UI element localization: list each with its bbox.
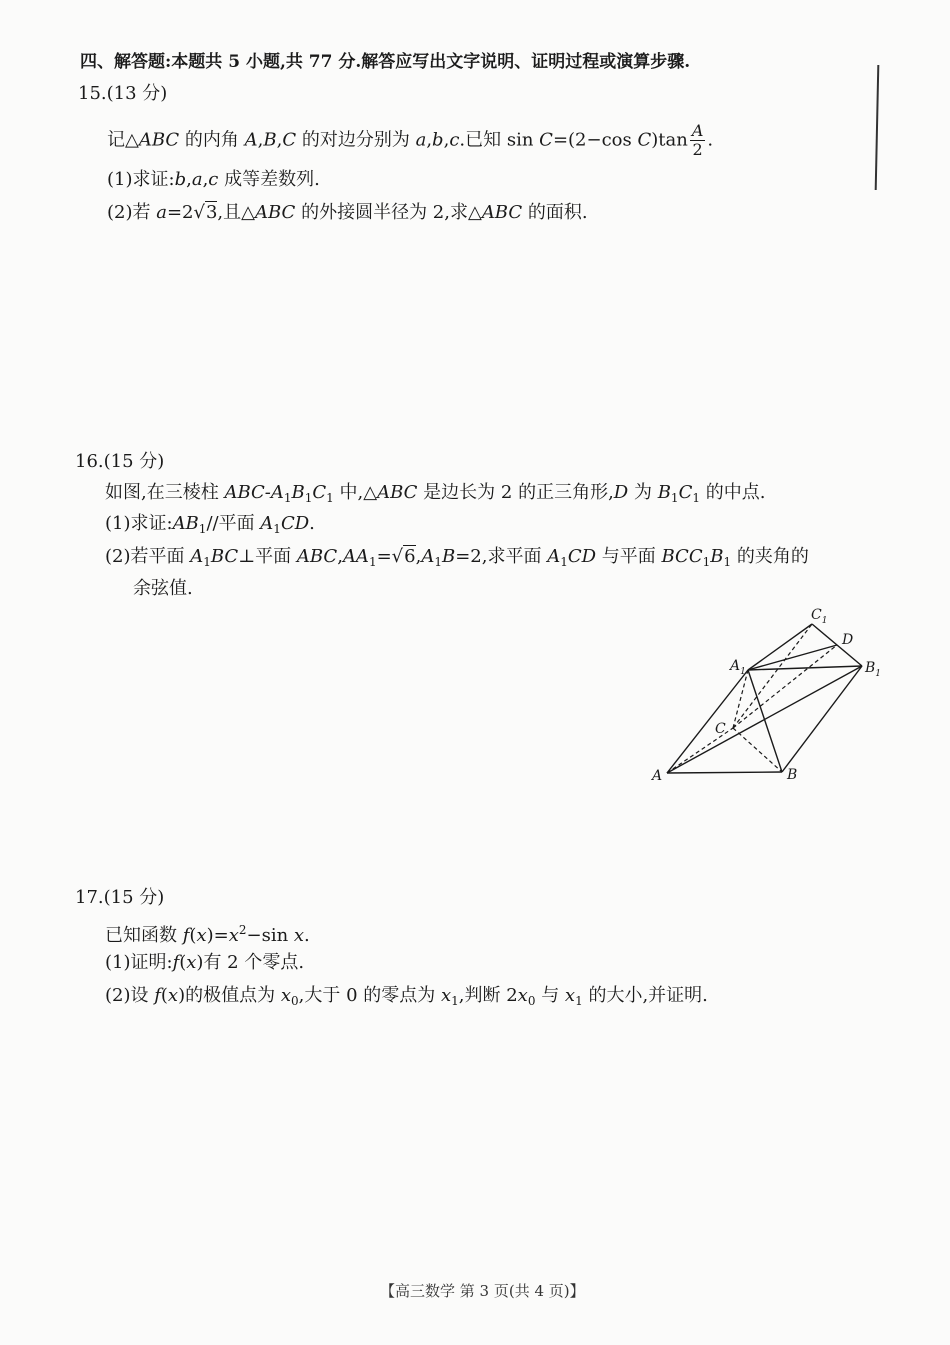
q17-stem-text: x bbox=[293, 925, 305, 946]
q15-part2 bbox=[107, 201, 588, 225]
q17-part2-sub: 1 bbox=[575, 994, 583, 1008]
q16-part1-text: //平面 bbox=[206, 513, 261, 534]
q16-part2-text: ABC bbox=[296, 546, 338, 567]
q16-part1-text: . bbox=[309, 513, 315, 534]
q16-stem-text: C bbox=[312, 482, 327, 503]
label-c: C bbox=[715, 721, 726, 737]
q16-stem-text: 如图,在三棱柱 bbox=[105, 482, 225, 503]
q15-part1-text: , bbox=[186, 169, 192, 190]
q15-part2-text: 的面积. bbox=[522, 202, 588, 223]
label-a1-letter: A bbox=[730, 658, 741, 674]
hidden-segment-cd bbox=[733, 645, 837, 728]
fraction-a-over-2 bbox=[690, 122, 706, 159]
edge-a1c1 bbox=[748, 624, 812, 670]
q17-part2-text: (2)设 bbox=[105, 985, 155, 1006]
q16-part2-text: A bbox=[547, 546, 561, 567]
q17-stem bbox=[105, 918, 310, 948]
q15-part1-text: , bbox=[202, 169, 209, 190]
q17-stem-text: 已知函数 bbox=[105, 925, 183, 946]
q15-part1 bbox=[107, 168, 320, 192]
q16-part2-text: , bbox=[415, 546, 422, 567]
edge-aa1 bbox=[667, 670, 748, 773]
q17-part1 bbox=[105, 951, 304, 975]
q15-part2-radicand: 3 bbox=[205, 202, 218, 223]
q15-stem-text: b bbox=[432, 129, 444, 151]
q17-part2-text: x bbox=[440, 985, 452, 1006]
edge-ab bbox=[667, 772, 782, 773]
q17-part2-text: ,大于 0 的零点为 bbox=[298, 985, 441, 1006]
label-c1-letter: C bbox=[811, 607, 822, 623]
q17-part2-text: x bbox=[564, 985, 576, 1006]
q16-part2-continuation: 余弦值. bbox=[133, 578, 193, 599]
q15-stem-text: =(2−cos bbox=[552, 129, 638, 151]
q15-stem-text: C bbox=[282, 129, 297, 151]
q15-stem-text: , bbox=[257, 129, 264, 151]
q15-part1-text: b bbox=[174, 169, 187, 190]
q16-stem-text: ABC-A bbox=[224, 482, 284, 503]
label-a1 bbox=[728, 658, 746, 677]
q17-stem-text: x bbox=[196, 925, 207, 946]
q16-stem-text: 为 bbox=[628, 482, 658, 503]
q16-part2-text: B bbox=[710, 546, 724, 567]
q17-part2-text: ,判断 2 bbox=[458, 985, 518, 1006]
q17-part1-text: ( bbox=[179, 952, 187, 973]
q16-part2-text: 与平面 bbox=[596, 546, 662, 567]
q16-stem-text: 的中点. bbox=[699, 482, 766, 503]
label-b1 bbox=[864, 660, 881, 679]
fraction-numerator: A bbox=[691, 121, 704, 140]
q17-part2-sub: 0 bbox=[527, 994, 536, 1008]
q16-part2-text: B bbox=[441, 546, 456, 567]
q16-part1-text: (1)求证: bbox=[105, 513, 173, 534]
q16-part2-sub: 1 bbox=[368, 555, 377, 569]
q16-stem bbox=[105, 481, 765, 510]
q15-part2-text: a bbox=[156, 202, 167, 223]
q16-stem-text: 中,△ bbox=[333, 482, 378, 503]
q16-part1-sub: 1 bbox=[198, 522, 207, 536]
q16-stem-sub: 1 bbox=[283, 491, 292, 505]
q16-stem-sub: 1 bbox=[326, 491, 334, 505]
q16-stem-text: B bbox=[291, 482, 305, 503]
q16-part2-text: AA bbox=[342, 546, 369, 567]
q17-stem-sup: 2 bbox=[238, 923, 247, 937]
q15-part2-text: ABC bbox=[481, 202, 523, 223]
q15-part1-text: a bbox=[191, 169, 203, 190]
q17-part1-text: x bbox=[186, 952, 197, 973]
prism-figure bbox=[640, 600, 890, 790]
q16-part2-sub: 1 bbox=[203, 555, 211, 569]
q15-stem-text: , bbox=[443, 129, 450, 151]
q16-part2-text: BCC bbox=[661, 546, 703, 567]
q17-part2-text: )的极值点为 bbox=[178, 985, 281, 1006]
q15-stem-text: C bbox=[637, 129, 652, 151]
q15-stem-text: 记△ bbox=[107, 129, 139, 151]
section-header: 四、解答题:本题共 5 小题,共 77 分.解答应写出文字说明、证明过程或演算步骤. bbox=[80, 52, 691, 72]
q16-number: 16.(15 分) bbox=[75, 451, 165, 472]
q16-stem-sub: 1 bbox=[304, 491, 313, 505]
edge-a1b1 bbox=[748, 666, 862, 670]
label-d: D bbox=[842, 632, 854, 648]
q17-part1-text: f bbox=[172, 952, 180, 973]
q15-part2-text: ABC bbox=[255, 202, 296, 223]
q15-part2-text: =2√ bbox=[166, 202, 205, 223]
q16-part2-text: BC bbox=[210, 546, 239, 567]
q15-stem-text: , bbox=[276, 129, 283, 151]
q17-part2-sub: 0 bbox=[290, 994, 299, 1008]
q15-number: 15.(13 分) bbox=[78, 83, 168, 104]
label-b1-letter: B bbox=[865, 660, 876, 676]
q16-stem-sub: 1 bbox=[670, 491, 679, 505]
q15-stem-text: A bbox=[244, 129, 258, 151]
q16-part1 bbox=[105, 512, 315, 541]
q16-stem-text: D bbox=[613, 482, 629, 503]
q16-part2-text: =√ bbox=[376, 546, 404, 567]
q15-part1-text: c bbox=[208, 169, 219, 190]
q15-stem-text: )tan bbox=[651, 129, 688, 151]
edge-bb1 bbox=[782, 666, 862, 772]
q17-stem-text: )= bbox=[206, 925, 229, 946]
q15-stem-text: C bbox=[539, 129, 553, 151]
q15-stem-text: c bbox=[449, 129, 460, 151]
q17-stem-text: x bbox=[228, 925, 239, 946]
q17-part2-text: x bbox=[517, 985, 528, 1006]
q15-part2-text: (2)若 bbox=[107, 202, 157, 223]
q16-part1-sub: 1 bbox=[273, 522, 281, 536]
q16-part2-text: A bbox=[421, 546, 435, 567]
q16-part2-text: (2)若平面 bbox=[105, 546, 191, 567]
q15-stem-text: 的内角 bbox=[179, 129, 245, 151]
fraction-denominator: 2 bbox=[692, 140, 703, 159]
label-a1-sub: 1 bbox=[740, 667, 746, 677]
q16-part2-text: =2,求平面 bbox=[455, 546, 548, 567]
q17-part1-text: )有 2 个零点. bbox=[196, 952, 305, 973]
q16-part2-text: 的夹角的 bbox=[731, 546, 809, 567]
q16-part2-text: ⊥平面 bbox=[238, 546, 297, 567]
q17-stem-text: ( bbox=[189, 925, 197, 946]
q15-part1-text: (1)求证: bbox=[107, 169, 175, 190]
q17-part2-sub: 1 bbox=[451, 994, 459, 1008]
q16-part1-text: AB bbox=[172, 513, 199, 534]
q17-part2 bbox=[105, 984, 708, 1013]
q16-part2-text: CD bbox=[567, 546, 597, 567]
q17-part2-text: x bbox=[280, 985, 291, 1006]
q15-stem-text: .已知 sin bbox=[459, 129, 540, 151]
label-b: B bbox=[787, 767, 798, 783]
q16-part2-radicand: 6 bbox=[404, 546, 416, 567]
q16-part2-sub: 1 bbox=[434, 555, 442, 569]
q16-part2-text: A bbox=[190, 546, 204, 567]
label-c1-sub: 1 bbox=[821, 616, 828, 626]
label-c1 bbox=[811, 607, 827, 626]
q16-stem-text: ABC bbox=[377, 482, 418, 503]
q16-part2-sub: 1 bbox=[702, 555, 711, 569]
q17-stem-text: . bbox=[304, 925, 310, 946]
q17-part2-text: f bbox=[154, 985, 161, 1006]
margin-scan-line bbox=[875, 65, 880, 190]
q15-stem-text: a bbox=[415, 129, 427, 151]
q17-part1-text: (1)证明: bbox=[105, 952, 173, 973]
q16-part2-sub: 1 bbox=[560, 555, 568, 569]
label-a: A bbox=[652, 768, 663, 784]
q17-part2-text: x bbox=[167, 985, 179, 1006]
q15-part2-text: 的外接圆半径为 2,求△ bbox=[295, 202, 482, 223]
page-footer: 【高三数学 第 3 页(共 4 页)】 bbox=[380, 1282, 585, 1300]
q17-stem-text: f bbox=[182, 925, 190, 946]
q17-part2-text: ( bbox=[160, 985, 168, 1006]
q15-stem-text: . bbox=[707, 129, 714, 151]
q15-part1-text: 成等差数列. bbox=[218, 169, 320, 190]
q16-part1-text: CD bbox=[280, 513, 310, 534]
q15-stem-text: B bbox=[263, 129, 277, 151]
q16-part1-text: A bbox=[260, 513, 274, 534]
q15-part2-text: ,且△ bbox=[217, 202, 255, 223]
q15-stem-text: ABC bbox=[138, 129, 180, 151]
q15-stem-text: 的对边分别为 bbox=[296, 129, 416, 151]
q17-part2-text: 的大小,并证明. bbox=[582, 985, 708, 1006]
q16-part2-text: , bbox=[337, 546, 343, 567]
q15-stem-text: , bbox=[426, 129, 433, 151]
q16-stem-text: B bbox=[657, 482, 671, 503]
q16-stem-text: 是边长为 2 的正三角形, bbox=[417, 482, 614, 503]
q15-stem bbox=[107, 122, 713, 159]
label-b1-sub: 1 bbox=[875, 669, 882, 679]
q17-part2-text: 与 bbox=[535, 985, 565, 1006]
q17-number: 17.(15 分) bbox=[75, 887, 165, 908]
q16-stem-text: C bbox=[678, 482, 693, 503]
q16-part2 bbox=[105, 545, 809, 574]
q16-stem-sub: 1 bbox=[692, 491, 700, 505]
q17-stem-text: −sin bbox=[246, 925, 294, 946]
q16-part2-sub: 1 bbox=[723, 555, 732, 569]
